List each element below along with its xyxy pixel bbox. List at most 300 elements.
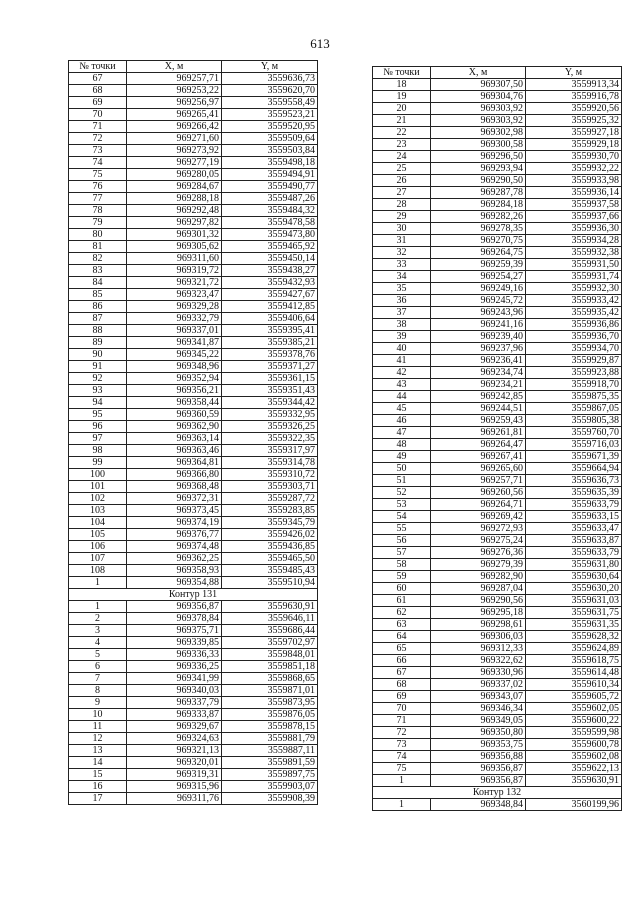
x-coordinate-cell: 969282,26 — [431, 211, 526, 223]
table-row — [69, 637, 318, 649]
table-row — [373, 403, 622, 415]
y-coordinate-cell: 3559903,07 — [222, 781, 318, 793]
y-coordinate-cell: 3559868,65 — [222, 673, 318, 685]
point-number-cell: 62 — [373, 607, 431, 619]
point-number-cell: 30 — [373, 223, 431, 235]
point-number-cell: 73 — [373, 739, 431, 751]
x-coordinate-cell: 969319,72 — [127, 265, 222, 277]
table-row — [373, 715, 622, 727]
table-row — [69, 217, 318, 229]
point-number-cell: 60 — [373, 583, 431, 595]
y-coordinate-cell: 3559427,67 — [222, 289, 318, 301]
x-coordinate-cell: 969264,75 — [431, 247, 526, 259]
point-number-cell: 86 — [69, 301, 127, 313]
table-row — [69, 745, 318, 757]
y-coordinate-cell: 3559310,72 — [222, 469, 318, 481]
x-coordinate-cell: 969356,21 — [127, 385, 222, 397]
point-number-cell: 68 — [373, 679, 431, 691]
table-row — [373, 607, 622, 619]
table-row — [373, 451, 622, 463]
point-number-cell: 104 — [69, 517, 127, 529]
table-row — [69, 625, 318, 637]
point-number-cell: 79 — [69, 217, 127, 229]
y-coordinate-cell: 3559851,18 — [222, 661, 318, 673]
table-row — [69, 409, 318, 421]
x-coordinate-cell: 969311,76 — [127, 793, 222, 805]
point-number-cell: 34 — [373, 271, 431, 283]
y-coordinate-cell: 3559361,15 — [222, 373, 318, 385]
point-number-cell: 4 — [69, 637, 127, 649]
y-coordinate-cell: 3559314,78 — [222, 457, 318, 469]
point-number-cell: 64 — [373, 631, 431, 643]
y-coordinate-cell: 3559438,27 — [222, 265, 318, 277]
point-number-cell: 75 — [69, 169, 127, 181]
point-number-cell: 54 — [373, 511, 431, 523]
point-number-cell: 1 — [69, 601, 127, 613]
point-number-cell: 48 — [373, 439, 431, 451]
x-coordinate-cell: 969358,93 — [127, 565, 222, 577]
point-number-cell: 31 — [373, 235, 431, 247]
point-number-cell: 45 — [373, 403, 431, 415]
point-number-cell: 74 — [373, 751, 431, 763]
table-row — [69, 505, 318, 517]
table-row — [69, 313, 318, 325]
y-coordinate-cell: 3559867,05 — [526, 403, 622, 415]
table-row — [373, 247, 622, 259]
y-coordinate-cell: 3559646,11 — [222, 613, 318, 625]
x-coordinate-cell: 969277,19 — [127, 157, 222, 169]
y-coordinate-cell: 3559930,70 — [526, 151, 622, 163]
y-coordinate-cell: 3559871,01 — [222, 685, 318, 697]
table-row — [373, 139, 622, 151]
point-number-cell: 46 — [373, 415, 431, 427]
x-coordinate-cell: 969354,88 — [127, 577, 222, 589]
table-row — [373, 319, 622, 331]
table-row — [373, 175, 622, 187]
x-coordinate-cell: 969346,34 — [431, 703, 526, 715]
point-number-cell: 2 — [69, 613, 127, 625]
x-coordinate-cell: 969287,78 — [431, 187, 526, 199]
y-coordinate-cell: 3559498,18 — [222, 157, 318, 169]
y-coordinate-cell: 3559412,85 — [222, 301, 318, 313]
table-row — [69, 385, 318, 397]
y-coordinate-cell: 3559631,03 — [526, 595, 622, 607]
y-coordinate-cell: 3559510,94 — [222, 577, 318, 589]
table-row — [373, 223, 622, 235]
point-number-cell: 82 — [69, 253, 127, 265]
y-coordinate-cell: 3559881,79 — [222, 733, 318, 745]
table-row — [373, 103, 622, 115]
table-row — [373, 559, 622, 571]
x-coordinate-cell: 969378,84 — [127, 613, 222, 625]
y-coordinate-cell: 3559935,42 — [526, 307, 622, 319]
table-row — [69, 73, 318, 85]
y-coordinate-cell: 3559891,59 — [222, 757, 318, 769]
header-x: X, м — [127, 61, 222, 73]
y-coordinate-cell: 3559932,30 — [526, 283, 622, 295]
point-number-cell: 105 — [69, 529, 127, 541]
y-coordinate-cell: 3559805,38 — [526, 415, 622, 427]
x-coordinate-cell: 969339,85 — [127, 637, 222, 649]
table-row — [69, 613, 318, 625]
x-coordinate-cell: 969337,02 — [431, 679, 526, 691]
x-coordinate-cell: 969329,28 — [127, 301, 222, 313]
point-number-cell: 69 — [373, 691, 431, 703]
point-number-cell: 88 — [69, 325, 127, 337]
table-row — [69, 469, 318, 481]
x-coordinate-cell: 969267,41 — [431, 451, 526, 463]
x-coordinate-cell: 969259,43 — [431, 415, 526, 427]
y-coordinate-cell: 3559473,80 — [222, 229, 318, 241]
point-number-cell: 8 — [69, 685, 127, 697]
table-row — [69, 709, 318, 721]
x-coordinate-cell: 969273,92 — [127, 145, 222, 157]
y-coordinate-cell: 3559351,43 — [222, 385, 318, 397]
point-number-cell: 97 — [69, 433, 127, 445]
table-row — [69, 121, 318, 133]
table-row — [69, 649, 318, 661]
table-row — [373, 211, 622, 223]
point-number-cell: 74 — [69, 157, 127, 169]
y-coordinate-cell: 3559630,20 — [526, 583, 622, 595]
x-coordinate-cell: 969375,71 — [127, 625, 222, 637]
header-x: X, м — [431, 67, 526, 79]
y-coordinate-cell: 3559605,72 — [526, 691, 622, 703]
x-coordinate-cell: 969298,61 — [431, 619, 526, 631]
point-number-cell: 78 — [69, 205, 127, 217]
table-row — [69, 349, 318, 361]
x-coordinate-cell: 969300,58 — [431, 139, 526, 151]
point-number-cell: 19 — [373, 91, 431, 103]
y-coordinate-cell: 3559875,35 — [526, 391, 622, 403]
point-number-cell: 44 — [373, 391, 431, 403]
x-coordinate-cell: 969304,76 — [431, 91, 526, 103]
y-coordinate-cell: 3559485,43 — [222, 565, 318, 577]
y-coordinate-cell: 3559760,70 — [526, 427, 622, 439]
y-coordinate-cell: 3559509,64 — [222, 133, 318, 145]
point-number-cell: 24 — [373, 151, 431, 163]
x-coordinate-cell: 969295,18 — [431, 607, 526, 619]
point-number-cell: 63 — [373, 619, 431, 631]
table-row — [69, 397, 318, 409]
table-row — [69, 529, 318, 541]
table-row — [69, 181, 318, 193]
y-coordinate-cell: 3559630,64 — [526, 571, 622, 583]
x-coordinate-cell: 969303,92 — [431, 103, 526, 115]
y-coordinate-cell: 3559918,70 — [526, 379, 622, 391]
table-row — [373, 427, 622, 439]
x-coordinate-cell: 969271,60 — [127, 133, 222, 145]
y-coordinate-cell: 3559916,78 — [526, 91, 622, 103]
table-row — [69, 433, 318, 445]
point-number-cell: 37 — [373, 307, 431, 319]
x-coordinate-cell: 969352,94 — [127, 373, 222, 385]
y-coordinate-cell: 3559929,18 — [526, 139, 622, 151]
y-coordinate-cell: 3559478,58 — [222, 217, 318, 229]
x-coordinate-cell: 969242,85 — [431, 391, 526, 403]
y-coordinate-cell: 3559937,66 — [526, 211, 622, 223]
point-number-cell: 99 — [69, 457, 127, 469]
x-coordinate-cell: 969321,72 — [127, 277, 222, 289]
point-number-cell: 47 — [373, 427, 431, 439]
table-row — [69, 445, 318, 457]
table-row — [69, 577, 318, 589]
y-coordinate-cell: 3559283,85 — [222, 505, 318, 517]
x-coordinate-cell: 969330,96 — [431, 667, 526, 679]
point-number-cell: 38 — [373, 319, 431, 331]
x-coordinate-cell: 969350,80 — [431, 727, 526, 739]
y-coordinate-cell: 3559631,35 — [526, 619, 622, 631]
table-row — [69, 553, 318, 565]
table-row — [69, 601, 318, 613]
x-coordinate-cell: 969372,31 — [127, 493, 222, 505]
y-coordinate-cell: 3559317,97 — [222, 445, 318, 457]
table-row — [373, 271, 622, 283]
table-row — [373, 487, 622, 499]
point-number-cell: 66 — [373, 655, 431, 667]
y-coordinate-cell: 3559599,98 — [526, 727, 622, 739]
y-coordinate-cell: 3559633,79 — [526, 547, 622, 559]
y-coordinate-cell: 3559432,93 — [222, 277, 318, 289]
point-number-cell: 87 — [69, 313, 127, 325]
y-coordinate-cell: 3559931,74 — [526, 271, 622, 283]
table-header-row — [69, 61, 318, 73]
table-row — [69, 289, 318, 301]
x-coordinate-cell: 969332,79 — [127, 313, 222, 325]
x-coordinate-cell: 969253,22 — [127, 85, 222, 97]
x-coordinate-cell: 969348,84 — [431, 799, 526, 811]
y-coordinate-cell: 3559927,18 — [526, 127, 622, 139]
point-number-cell: 25 — [373, 163, 431, 175]
y-coordinate-cell: 3559450,14 — [222, 253, 318, 265]
point-number-cell: 76 — [69, 181, 127, 193]
table-row — [69, 85, 318, 97]
x-coordinate-cell: 969306,03 — [431, 631, 526, 643]
y-coordinate-cell: 3559618,75 — [526, 655, 622, 667]
table-row — [373, 127, 622, 139]
point-number-cell: 53 — [373, 499, 431, 511]
table-row — [69, 109, 318, 121]
point-number-cell: 100 — [69, 469, 127, 481]
x-coordinate-cell: 969373,45 — [127, 505, 222, 517]
y-coordinate-cell: 3559287,72 — [222, 493, 318, 505]
table-row — [373, 643, 622, 655]
x-coordinate-cell: 969337,79 — [127, 697, 222, 709]
x-coordinate-cell: 969336,25 — [127, 661, 222, 673]
y-coordinate-cell: 3559934,28 — [526, 235, 622, 247]
table-row — [373, 307, 622, 319]
y-coordinate-cell: 3559600,22 — [526, 715, 622, 727]
x-coordinate-cell: 969329,67 — [127, 721, 222, 733]
x-coordinate-cell: 969356,88 — [431, 751, 526, 763]
x-coordinate-cell: 969323,47 — [127, 289, 222, 301]
x-coordinate-cell: 969319,31 — [127, 769, 222, 781]
y-coordinate-cell: 3559620,70 — [222, 85, 318, 97]
table-row — [69, 457, 318, 469]
x-coordinate-cell: 969292,48 — [127, 205, 222, 217]
point-number-cell: 26 — [373, 175, 431, 187]
point-number-cell: 70 — [373, 703, 431, 715]
x-coordinate-cell: 969270,75 — [431, 235, 526, 247]
point-number-cell: 67 — [69, 73, 127, 85]
table-row — [373, 691, 622, 703]
x-coordinate-cell: 969321,13 — [127, 745, 222, 757]
point-number-cell: 102 — [69, 493, 127, 505]
y-coordinate-cell: 3559936,14 — [526, 187, 622, 199]
table-row — [373, 379, 622, 391]
table-row — [69, 361, 318, 373]
x-coordinate-cell: 969256,97 — [127, 97, 222, 109]
y-coordinate-cell: 3559908,39 — [222, 793, 318, 805]
table-row — [69, 673, 318, 685]
y-coordinate-cell: 3559465,50 — [222, 553, 318, 565]
table-row — [373, 763, 622, 775]
point-number-cell: 12 — [69, 733, 127, 745]
table-row — [69, 301, 318, 313]
y-coordinate-cell: 3559503,84 — [222, 145, 318, 157]
table-row — [373, 739, 622, 751]
point-number-cell: 107 — [69, 553, 127, 565]
table-row — [69, 193, 318, 205]
point-number-cell: 15 — [69, 769, 127, 781]
coordinates-table-left — [68, 60, 318, 805]
table-row — [69, 241, 318, 253]
table-row — [373, 799, 622, 811]
table-row — [373, 235, 622, 247]
point-number-cell: 95 — [69, 409, 127, 421]
y-coordinate-cell: 3559671,39 — [526, 451, 622, 463]
table-row — [373, 523, 622, 535]
x-coordinate-cell: 969368,48 — [127, 481, 222, 493]
table-row — [69, 337, 318, 349]
point-number-cell: 36 — [373, 295, 431, 307]
table-row — [373, 415, 622, 427]
table-row — [373, 547, 622, 559]
x-coordinate-cell: 969237,96 — [431, 343, 526, 355]
point-number-cell: 65 — [373, 643, 431, 655]
y-coordinate-cell: 3559631,80 — [526, 559, 622, 571]
table-row — [69, 733, 318, 745]
point-number-cell: 85 — [69, 289, 127, 301]
x-coordinate-cell: 969282,90 — [431, 571, 526, 583]
x-coordinate-cell: 969275,24 — [431, 535, 526, 547]
x-coordinate-cell: 969374,48 — [127, 541, 222, 553]
point-number-cell: 3 — [69, 625, 127, 637]
table-header-row — [373, 67, 622, 79]
x-coordinate-cell: 969343,07 — [431, 691, 526, 703]
x-coordinate-cell: 969245,72 — [431, 295, 526, 307]
point-number-cell: 73 — [69, 145, 127, 157]
y-coordinate-cell: 3559385,21 — [222, 337, 318, 349]
table-row — [373, 331, 622, 343]
y-coordinate-cell: 3559633,15 — [526, 511, 622, 523]
x-coordinate-cell: 969333,87 — [127, 709, 222, 721]
x-coordinate-cell: 969296,50 — [431, 151, 526, 163]
table-row — [373, 355, 622, 367]
y-coordinate-cell: 3559929,87 — [526, 355, 622, 367]
x-coordinate-cell: 969261,81 — [431, 427, 526, 439]
point-number-cell: 28 — [373, 199, 431, 211]
y-coordinate-cell: 3559490,77 — [222, 181, 318, 193]
point-number-cell: 49 — [373, 451, 431, 463]
y-coordinate-cell: 3559322,35 — [222, 433, 318, 445]
point-number-cell: 23 — [373, 139, 431, 151]
header-point-number: № точки — [69, 61, 127, 73]
point-number-cell: 13 — [69, 745, 127, 757]
x-coordinate-cell: 969366,80 — [127, 469, 222, 481]
y-coordinate-cell: 3559878,15 — [222, 721, 318, 733]
table-row — [373, 655, 622, 667]
y-coordinate-cell: 3559920,56 — [526, 103, 622, 115]
point-number-cell: 50 — [373, 463, 431, 475]
point-number-cell: 27 — [373, 187, 431, 199]
x-coordinate-cell: 969279,39 — [431, 559, 526, 571]
point-number-cell: 69 — [69, 97, 127, 109]
x-coordinate-cell: 969311,60 — [127, 253, 222, 265]
x-coordinate-cell: 969293,94 — [431, 163, 526, 175]
table-row — [373, 703, 622, 715]
y-coordinate-cell: 3559633,79 — [526, 499, 622, 511]
y-coordinate-cell: 3559876,05 — [222, 709, 318, 721]
point-number-cell: 43 — [373, 379, 431, 391]
table-row — [69, 697, 318, 709]
y-coordinate-cell: 3560199,96 — [526, 799, 622, 811]
point-number-cell: 58 — [373, 559, 431, 571]
x-coordinate-cell: 969302,98 — [431, 127, 526, 139]
y-coordinate-cell: 3559630,91 — [222, 601, 318, 613]
point-number-cell: 68 — [69, 85, 127, 97]
x-coordinate-cell: 969278,35 — [431, 223, 526, 235]
point-number-cell: 77 — [69, 193, 127, 205]
x-coordinate-cell: 969336,33 — [127, 649, 222, 661]
table-row — [69, 769, 318, 781]
point-number-cell: 108 — [69, 565, 127, 577]
header-y: Y, м — [526, 67, 622, 79]
y-coordinate-cell: 3559602,05 — [526, 703, 622, 715]
point-number-cell: 33 — [373, 259, 431, 271]
table-row — [373, 463, 622, 475]
table-row — [373, 727, 622, 739]
x-coordinate-cell: 969349,05 — [431, 715, 526, 727]
y-coordinate-cell: 3559923,88 — [526, 367, 622, 379]
x-coordinate-cell: 969288,18 — [127, 193, 222, 205]
x-coordinate-cell: 969356,87 — [127, 601, 222, 613]
x-coordinate-cell: 969324,63 — [127, 733, 222, 745]
y-coordinate-cell: 3559326,25 — [222, 421, 318, 433]
y-coordinate-cell: 3559633,87 — [526, 535, 622, 547]
point-number-cell: 18 — [373, 79, 431, 91]
x-coordinate-cell: 969244,51 — [431, 403, 526, 415]
coordinates-table-right — [372, 66, 622, 811]
table-row — [373, 439, 622, 451]
table-row — [69, 133, 318, 145]
table-row — [69, 205, 318, 217]
y-coordinate-cell: 3559716,03 — [526, 439, 622, 451]
table-row — [69, 229, 318, 241]
y-coordinate-cell: 3559628,32 — [526, 631, 622, 643]
table-row — [373, 187, 622, 199]
x-coordinate-cell: 969272,93 — [431, 523, 526, 535]
x-coordinate-cell: 969276,36 — [431, 547, 526, 559]
table-row — [373, 163, 622, 175]
x-coordinate-cell: 969241,16 — [431, 319, 526, 331]
y-coordinate-cell: 3559633,47 — [526, 523, 622, 535]
x-coordinate-cell: 969234,74 — [431, 367, 526, 379]
point-number-cell: 52 — [373, 487, 431, 499]
y-coordinate-cell: 3559936,30 — [526, 223, 622, 235]
point-number-cell: 35 — [373, 283, 431, 295]
table-row — [373, 91, 622, 103]
